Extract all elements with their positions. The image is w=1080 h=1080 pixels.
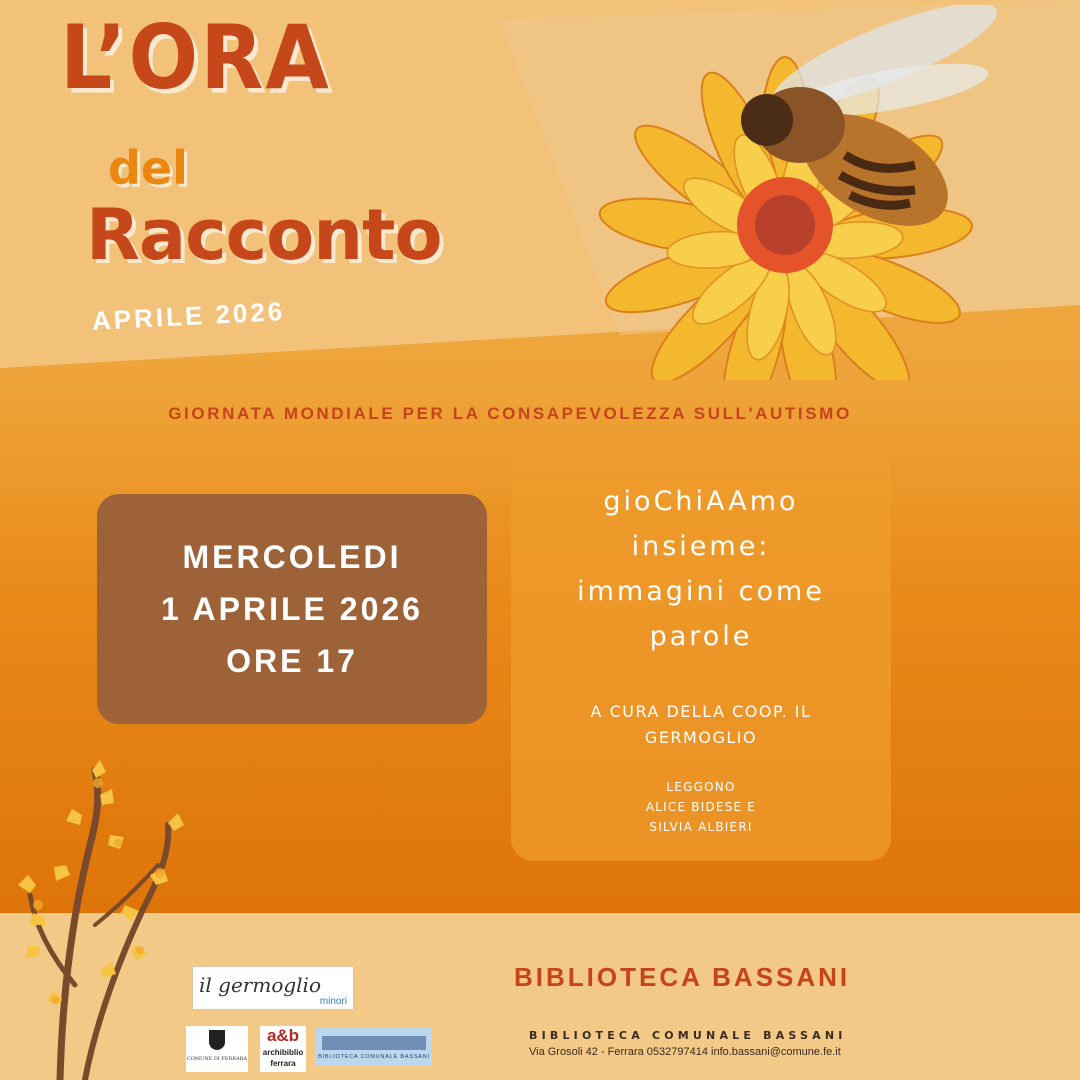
event-title: [511, 479, 891, 659]
event-readers: [511, 777, 891, 837]
event-date: 1 APRILE 2026: [161, 591, 423, 627]
event-readers-line: LEGGONO: [666, 780, 736, 794]
library-name: BIBLIOTECA BASSANI: [514, 962, 851, 992]
comune-logo-text: COMUNE DI FERRARA: [186, 1056, 248, 1062]
event-readers-line: SILVIA ALBIERI: [649, 820, 753, 834]
library-full-name: BIBLIOTECA COMUNALE BASSANI: [529, 1029, 847, 1042]
month-label: APRILE 2026: [91, 295, 286, 336]
archibiblio-logo-line1: a&b: [266, 1026, 300, 1045]
title-line-2: del: [108, 141, 188, 195]
event-title-line: gioChiAAmo: [603, 486, 799, 517]
comune-ferrara-logo: [186, 1026, 248, 1072]
event-title-line: insieme:: [631, 531, 771, 562]
event-title-line: parole: [649, 621, 753, 652]
event-title-line: immagini come: [577, 576, 825, 607]
biblioteca-bassani-logo: [316, 1028, 432, 1066]
germoglio-logo: [192, 966, 354, 1010]
archibiblio-logo-line2: archibiblio: [262, 1048, 304, 1057]
event-time: ORE 17: [226, 643, 358, 679]
event-curator-line: A CURA DELLA COOP. IL: [590, 702, 812, 721]
archibiblio-logo: [260, 1026, 306, 1072]
event-day: MERCOLEDI: [182, 539, 402, 575]
library-contact: Via Grosoli 42 - Ferrara 0532797414 info.bassani@comune.fe.it: [529, 1046, 841, 1058]
event-curator-line: GERMOGLIO: [644, 728, 758, 747]
germoglio-logo-sub: minori: [319, 996, 347, 1007]
title-line-1: L’ORA: [60, 7, 331, 110]
event-readers-line: ALICE BIDESE E: [645, 800, 757, 814]
title-line-3: Racconto: [86, 194, 442, 276]
subtitle: GIORNATA MONDIALE PER LA CONSAPEVOLEZZA SULL'AUTISMO: [168, 404, 852, 423]
archibiblio-logo-line3: ferrara: [270, 1059, 296, 1068]
ferrara-crest-icon: [209, 1030, 225, 1050]
bee-on-flower-illustration: [545, 5, 1035, 380]
event-date-box: [97, 494, 487, 724]
forsythia-branch-illustration: [0, 755, 200, 1080]
bassani-logo-text: BIBLIOTECA COMUNALE BASSANI: [318, 1054, 430, 1060]
building-icon: [322, 1036, 426, 1050]
event-info-box: [511, 449, 891, 861]
germoglio-logo-text: il germoglio: [199, 973, 321, 997]
event-curator: [511, 699, 891, 751]
